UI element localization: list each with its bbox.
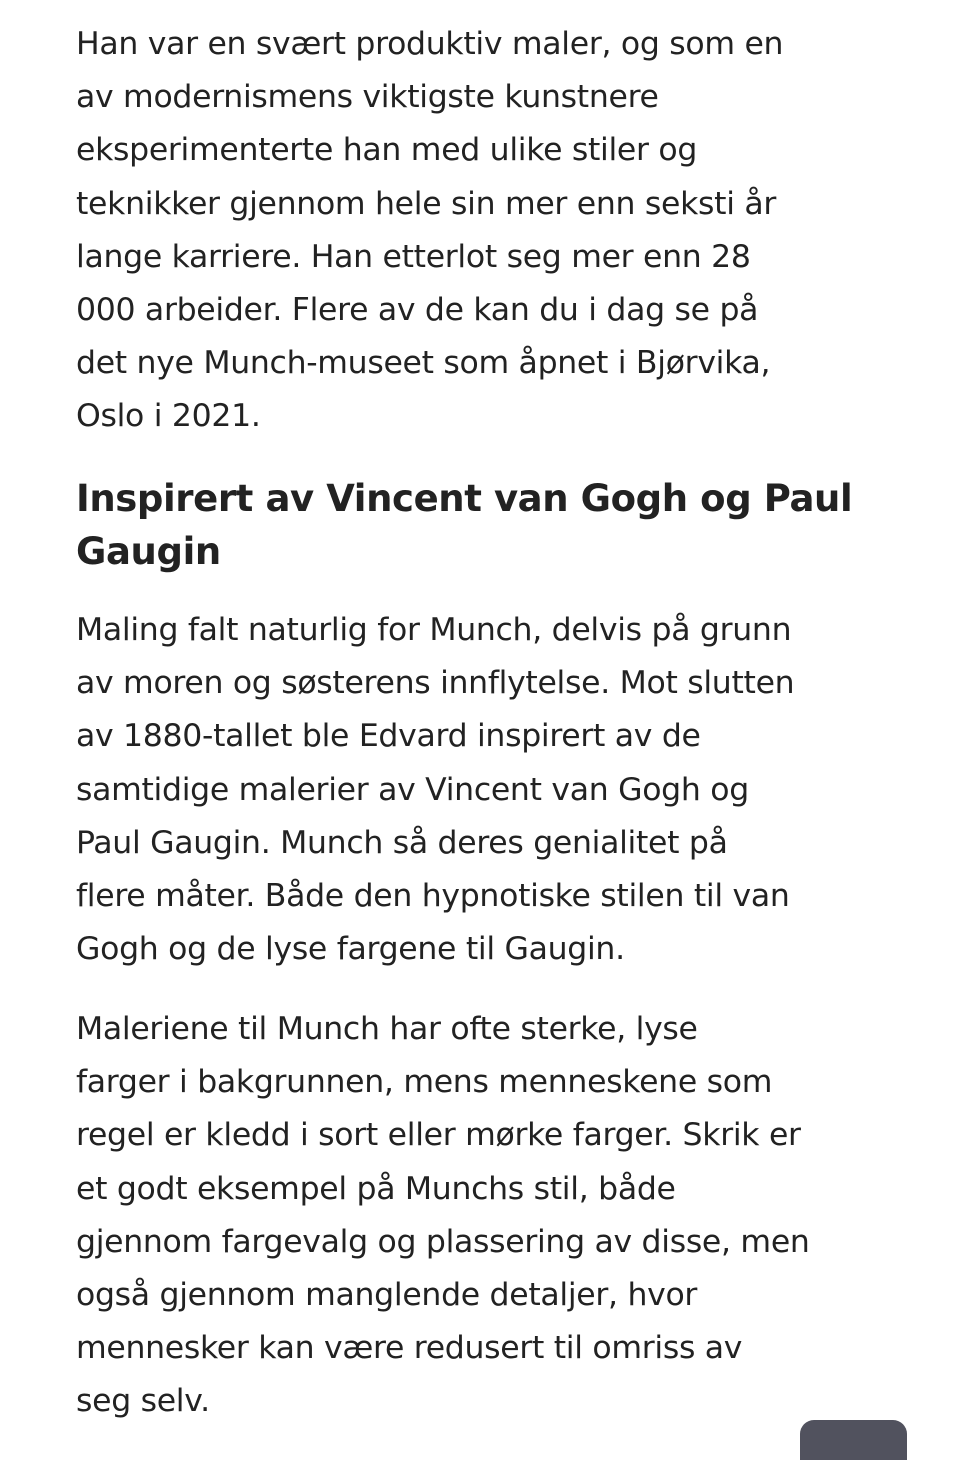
text-line: farger i bakgrunnen, mens menneskene som xyxy=(76,1064,773,1101)
text-line: seg selv. xyxy=(76,1383,210,1420)
text-line: Oslo i 2021. xyxy=(76,398,261,435)
text-line: det nye Munch-museet som åpnet i Bjørvika, xyxy=(76,345,771,382)
paragraph-inspiration xyxy=(76,604,794,976)
text-line: Inspirert av Vincent van Gogh og Paul xyxy=(76,477,853,520)
text-line: samtidige malerier av Vincent van Gogh og xyxy=(76,771,749,808)
paragraph-intro xyxy=(76,18,783,444)
text-line: av moren og søsterens innflytelse. Mot slutten xyxy=(76,665,795,702)
text-line: Maleriene til Munch har ofte sterke, lyse xyxy=(76,1011,698,1047)
text-line: Paul Gaugin. Munch så deres genialitet på xyxy=(76,824,728,861)
text-line: eksperimenterte han med ulike stiler og xyxy=(76,132,698,169)
text-line: av modernismens viktigste kunstnere xyxy=(76,79,659,116)
text-line: lange karriere. Han etterlot seg mer enn 28 xyxy=(76,238,751,275)
floating-action-button[interactable] xyxy=(800,1420,907,1460)
section-heading xyxy=(76,472,852,578)
text-line: gjennom fargevalg og plassering av disse, men xyxy=(76,1223,810,1260)
text-line: av 1880-tallet ble Edvard inspirert av de xyxy=(76,718,701,755)
paragraph-style xyxy=(76,1003,810,1429)
text-line: teknikker gjennom hele sin mer enn seksti år xyxy=(76,185,777,222)
text-line: et godt eksempel på Munchs stil, både xyxy=(76,1170,676,1207)
text-line: Gogh og de lyse fargene til Gaugin. xyxy=(76,931,625,968)
text-line: også gjennom manglende detaljer, hvor xyxy=(76,1277,698,1314)
text-line: mennesker kan være redusert til omriss av xyxy=(76,1330,743,1367)
text-line: regel er kledd i sort eller mørke farger. Skrik er xyxy=(76,1117,801,1154)
text-line: Maling falt naturlig for Munch, delvis på grunn xyxy=(76,612,792,648)
text-line: Han var en svært produktiv maler, og som en xyxy=(76,26,784,62)
text-line: Gaugin xyxy=(76,530,221,573)
text-line: flere måter. Både den hypnotiske stilen til van xyxy=(76,878,790,915)
text-line: 000 arbeider. Flere av de kan du i dag se på xyxy=(76,292,759,329)
